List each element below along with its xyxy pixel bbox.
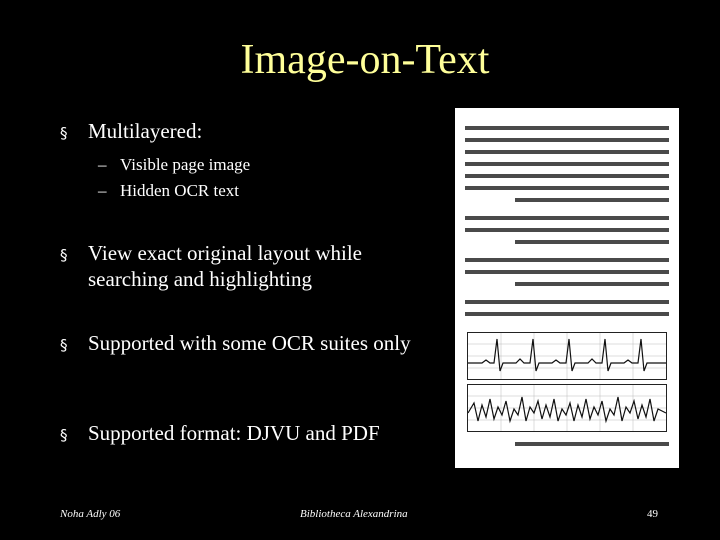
text-line (465, 270, 669, 274)
footer-author: Noha Adly 06 (60, 508, 121, 520)
text-line (515, 282, 669, 286)
text-line (465, 312, 669, 316)
sub-bullet-item (98, 180, 239, 202)
bullet-text: Multilayered: (88, 119, 203, 143)
text-line (465, 138, 669, 142)
page-number: 49 (647, 508, 658, 520)
bullet-icon: § (60, 124, 68, 142)
ecg-figure (467, 384, 667, 432)
text-line (465, 174, 669, 178)
bullet-item (60, 240, 428, 292)
text-line (515, 198, 669, 202)
bullet-icon: § (60, 246, 68, 264)
text-line (515, 240, 669, 244)
dash-icon: – (98, 155, 107, 174)
bullet-text: View exact original layout while searching and highlighting (88, 241, 362, 291)
bullet-icon: § (60, 426, 68, 444)
text-line (465, 162, 669, 166)
scanned-page-image (455, 108, 679, 468)
bullet-item (60, 330, 428, 360)
text-line (465, 186, 669, 190)
text-line (465, 258, 669, 262)
text-line (465, 126, 669, 130)
ecg-trace-icon (468, 333, 666, 379)
text-line (465, 150, 669, 154)
footer-organization: Bibliotheca Alexandrina (300, 508, 408, 520)
text-line (465, 300, 669, 304)
sub-bullet-text: Visible page image (120, 155, 251, 174)
text-line (515, 442, 669, 446)
bullet-text: Supported format: DJVU and PDF (88, 421, 380, 445)
ecg-figure (467, 332, 667, 380)
bullet-text: Supported with some OCR suites only (88, 331, 411, 355)
slide-title: Image-on-Text (240, 37, 490, 83)
bullet-icon: § (60, 336, 68, 354)
sub-bullet-text: Hidden OCR text (120, 181, 239, 200)
ecg-trace-icon (468, 385, 666, 431)
sub-bullet-item (98, 154, 250, 176)
dash-icon: – (98, 181, 107, 200)
text-line (465, 228, 669, 232)
bullet-item (60, 420, 428, 450)
bullet-item (60, 118, 428, 148)
text-line (465, 216, 669, 220)
